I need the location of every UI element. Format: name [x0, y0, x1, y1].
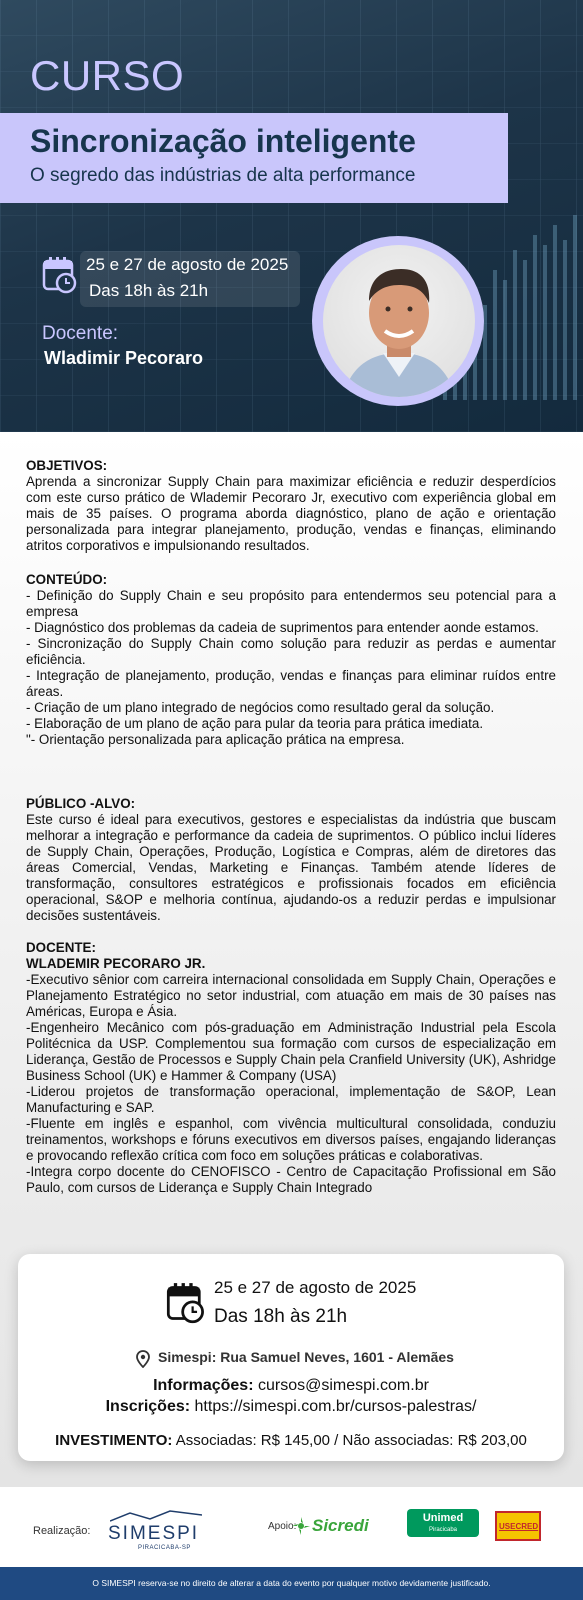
hero-date: 25 e 27 de agosto de 2025 [86, 255, 289, 274]
investimento-line [18, 1432, 564, 1449]
unimed-logo [407, 1509, 479, 1537]
sicredi-logo: Sicredi [312, 1516, 369, 1535]
card-time: Das 18h às 21h [214, 1306, 348, 1327]
docente-photo [323, 245, 475, 397]
objetivos-heading: OBJETIVOS: [26, 458, 108, 473]
inscricoes-link[interactable]: https://simespi.com.br/cursos-palestras/ [194, 1398, 477, 1415]
card-date: 25 e 27 de agosto de 2025 [214, 1278, 417, 1297]
objetivos-text: Aprenda a sincronizar Supply Chain para maximizar eficiência e reduzir desperdícios com este curso prático de Wlademir Pecoraro Jr, executivo com experiência global em mais de 35 países. O programa aborda diagnóstico, plano de ação e orientação personalizada para integrar planejamento, produção, vendas e finanças, eliminando atritos corporativos e impulsionando resultados. [26, 474, 556, 553]
section-objetivos [26, 458, 556, 554]
hero-time: Das 18h às 21h [89, 281, 209, 300]
hero-banner [0, 0, 583, 432]
course-title: Sincronização inteligente [30, 123, 416, 159]
location-pin-icon [136, 1350, 150, 1368]
unimed-wordmark: Unimed [422, 1512, 464, 1524]
simespi-wave-icon [110, 1509, 202, 1523]
docente-item: -Executivo sênior com carreira internacional consolidada em Supply Chain, Operações e Planejamento Estratégico no setor industrial, com atuação em mais de 30 países nas Américas, Europa e Ásia. [26, 972, 556, 1019]
section-publico [26, 796, 556, 924]
conteudo-item: - Criação de um plano integrado de negócios como resultado geral da solução. [26, 700, 495, 715]
title-box [0, 113, 508, 203]
disclaimer-bar [0, 1567, 583, 1600]
calendar-clock-icon [42, 256, 78, 294]
calendar-clock-icon [166, 1282, 206, 1324]
portrait-illustration [323, 245, 475, 397]
info-line [18, 1377, 564, 1395]
sponsors-footer [0, 1487, 583, 1567]
simespi-logo [108, 1509, 204, 1553]
docente-full-name: WLADEMIR PECORARO JR. [26, 956, 206, 971]
realizacao-label: Realização: [33, 1525, 91, 1537]
event-info-card [18, 1254, 564, 1461]
location-text: Simespi: Rua Samuel Neves, 1601 - Alemães [158, 1349, 454, 1365]
publico-text: Este curso é ideal para executivos, gestores e especialistas da indústria que buscam melhorar a integração e performance da cadeia de suprimentos. O público inclui líderes de Supply Chain, Operações, Produção, Logística e Compras, além de diretores das áreas Comercial, Vendas, Marketing e Finanças. Também atende líderes de transformação, consultores estratégicos e profissionais focados em eficiência operacional, S&OP e melhoria contínua, ajudando-os a reduzir perdas e impulsionar decisões sustentáveis. [26, 812, 556, 923]
conteudo-item: - Definição do Supply Chain e seu propósito para entendermos seu potencial para a empresa [26, 588, 556, 619]
docente-label: Docente: [42, 323, 119, 344]
course-subtitle: O segredo das indústrias de alta performance [30, 165, 416, 186]
hero-date-box [80, 251, 300, 307]
section-docente [26, 940, 556, 1196]
usecred-logo [495, 1511, 541, 1541]
conteudo-item: - Integração de planejamento, produção, vendas e finanças para eliminar ruídos entre áreas. [26, 668, 556, 699]
docente-heading: DOCENTE: [26, 940, 96, 955]
publico-heading: PÚBLICO -ALVO: [26, 796, 136, 811]
course-kicker: CURSO [30, 52, 185, 99]
docente-item: -Integra corpo docente do CENOFISCO - Centro de Capacitação Profissional em São Paulo, com cursos de Liderança e Supply Chain Integrado [26, 1164, 556, 1195]
conteudo-heading: CONTEÚDO: [26, 572, 108, 587]
investimento-label: INVESTIMENTO: [55, 1432, 173, 1449]
docente-item: -Engenheiro Mecânico com pós-graduação em Administração Industrial pela Escola Politécnica da USP. Complementou sua formação com cursos de especialização em Liderança, Gestão de Processos e Supply Chain pela Cranfield University (UK), Ashridge Business School (UK) e Hammer & Company (USA) [26, 1020, 556, 1083]
conteudo-item: - Diagnóstico dos problemas da cadeia de suprimentos para entender aonde estamos. [26, 620, 539, 635]
inscricoes-label: Inscrições: [105, 1398, 191, 1415]
inscricoes-line [18, 1398, 564, 1416]
sicredi-symbol-icon [292, 1517, 310, 1535]
section-conteudo [26, 572, 556, 748]
conteudo-item: - Sincronização do Supply Chain como solução para reduzir as perdas e aumentar eficiência. [26, 636, 556, 667]
unimed-sub: Piracicaba [428, 1527, 457, 1533]
disclaimer-text: O SIMESPI reserva-se no direito de alterar a data do evento por qualquer motivo devidamente justificado. [92, 1578, 491, 1588]
simespi-sub: PIRACICABA-SP [138, 1545, 191, 1551]
investimento-value: Associadas: R$ 145,00 / Não associadas: R$ 203,00 [175, 1432, 527, 1449]
docente-item: -Liderou projetos de transformação operacional, implementação de S&OP, Lean Manufacturing e SAP. [26, 1084, 556, 1115]
info-label: Informações: [153, 1377, 254, 1394]
simespi-wordmark: SIMESPI [108, 1523, 200, 1544]
docente-name: Wladimir Pecoraro [44, 348, 204, 368]
usecred-wordmark: USECRED [499, 1522, 539, 1531]
apoio-label: Apoio: [268, 1521, 297, 1532]
conteudo-item: "- Orientação personalizada para aplicação prática na empresa. [26, 732, 405, 747]
conteudo-item: - Elaboração de um plano de ação para pular da teoria para prática imediata. [26, 716, 484, 731]
info-email[interactable]: cursos@simespi.com.br [257, 1377, 429, 1394]
docente-item: -Fluente em inglês e espanhol, com vivência multicultural consolidada, conduziu treinamentos, workshops e fóruns executivos em diversos países, engajando lideranças e provocando reflexão crítica com foco em soluções práticas e colaborativas. [26, 1116, 556, 1163]
